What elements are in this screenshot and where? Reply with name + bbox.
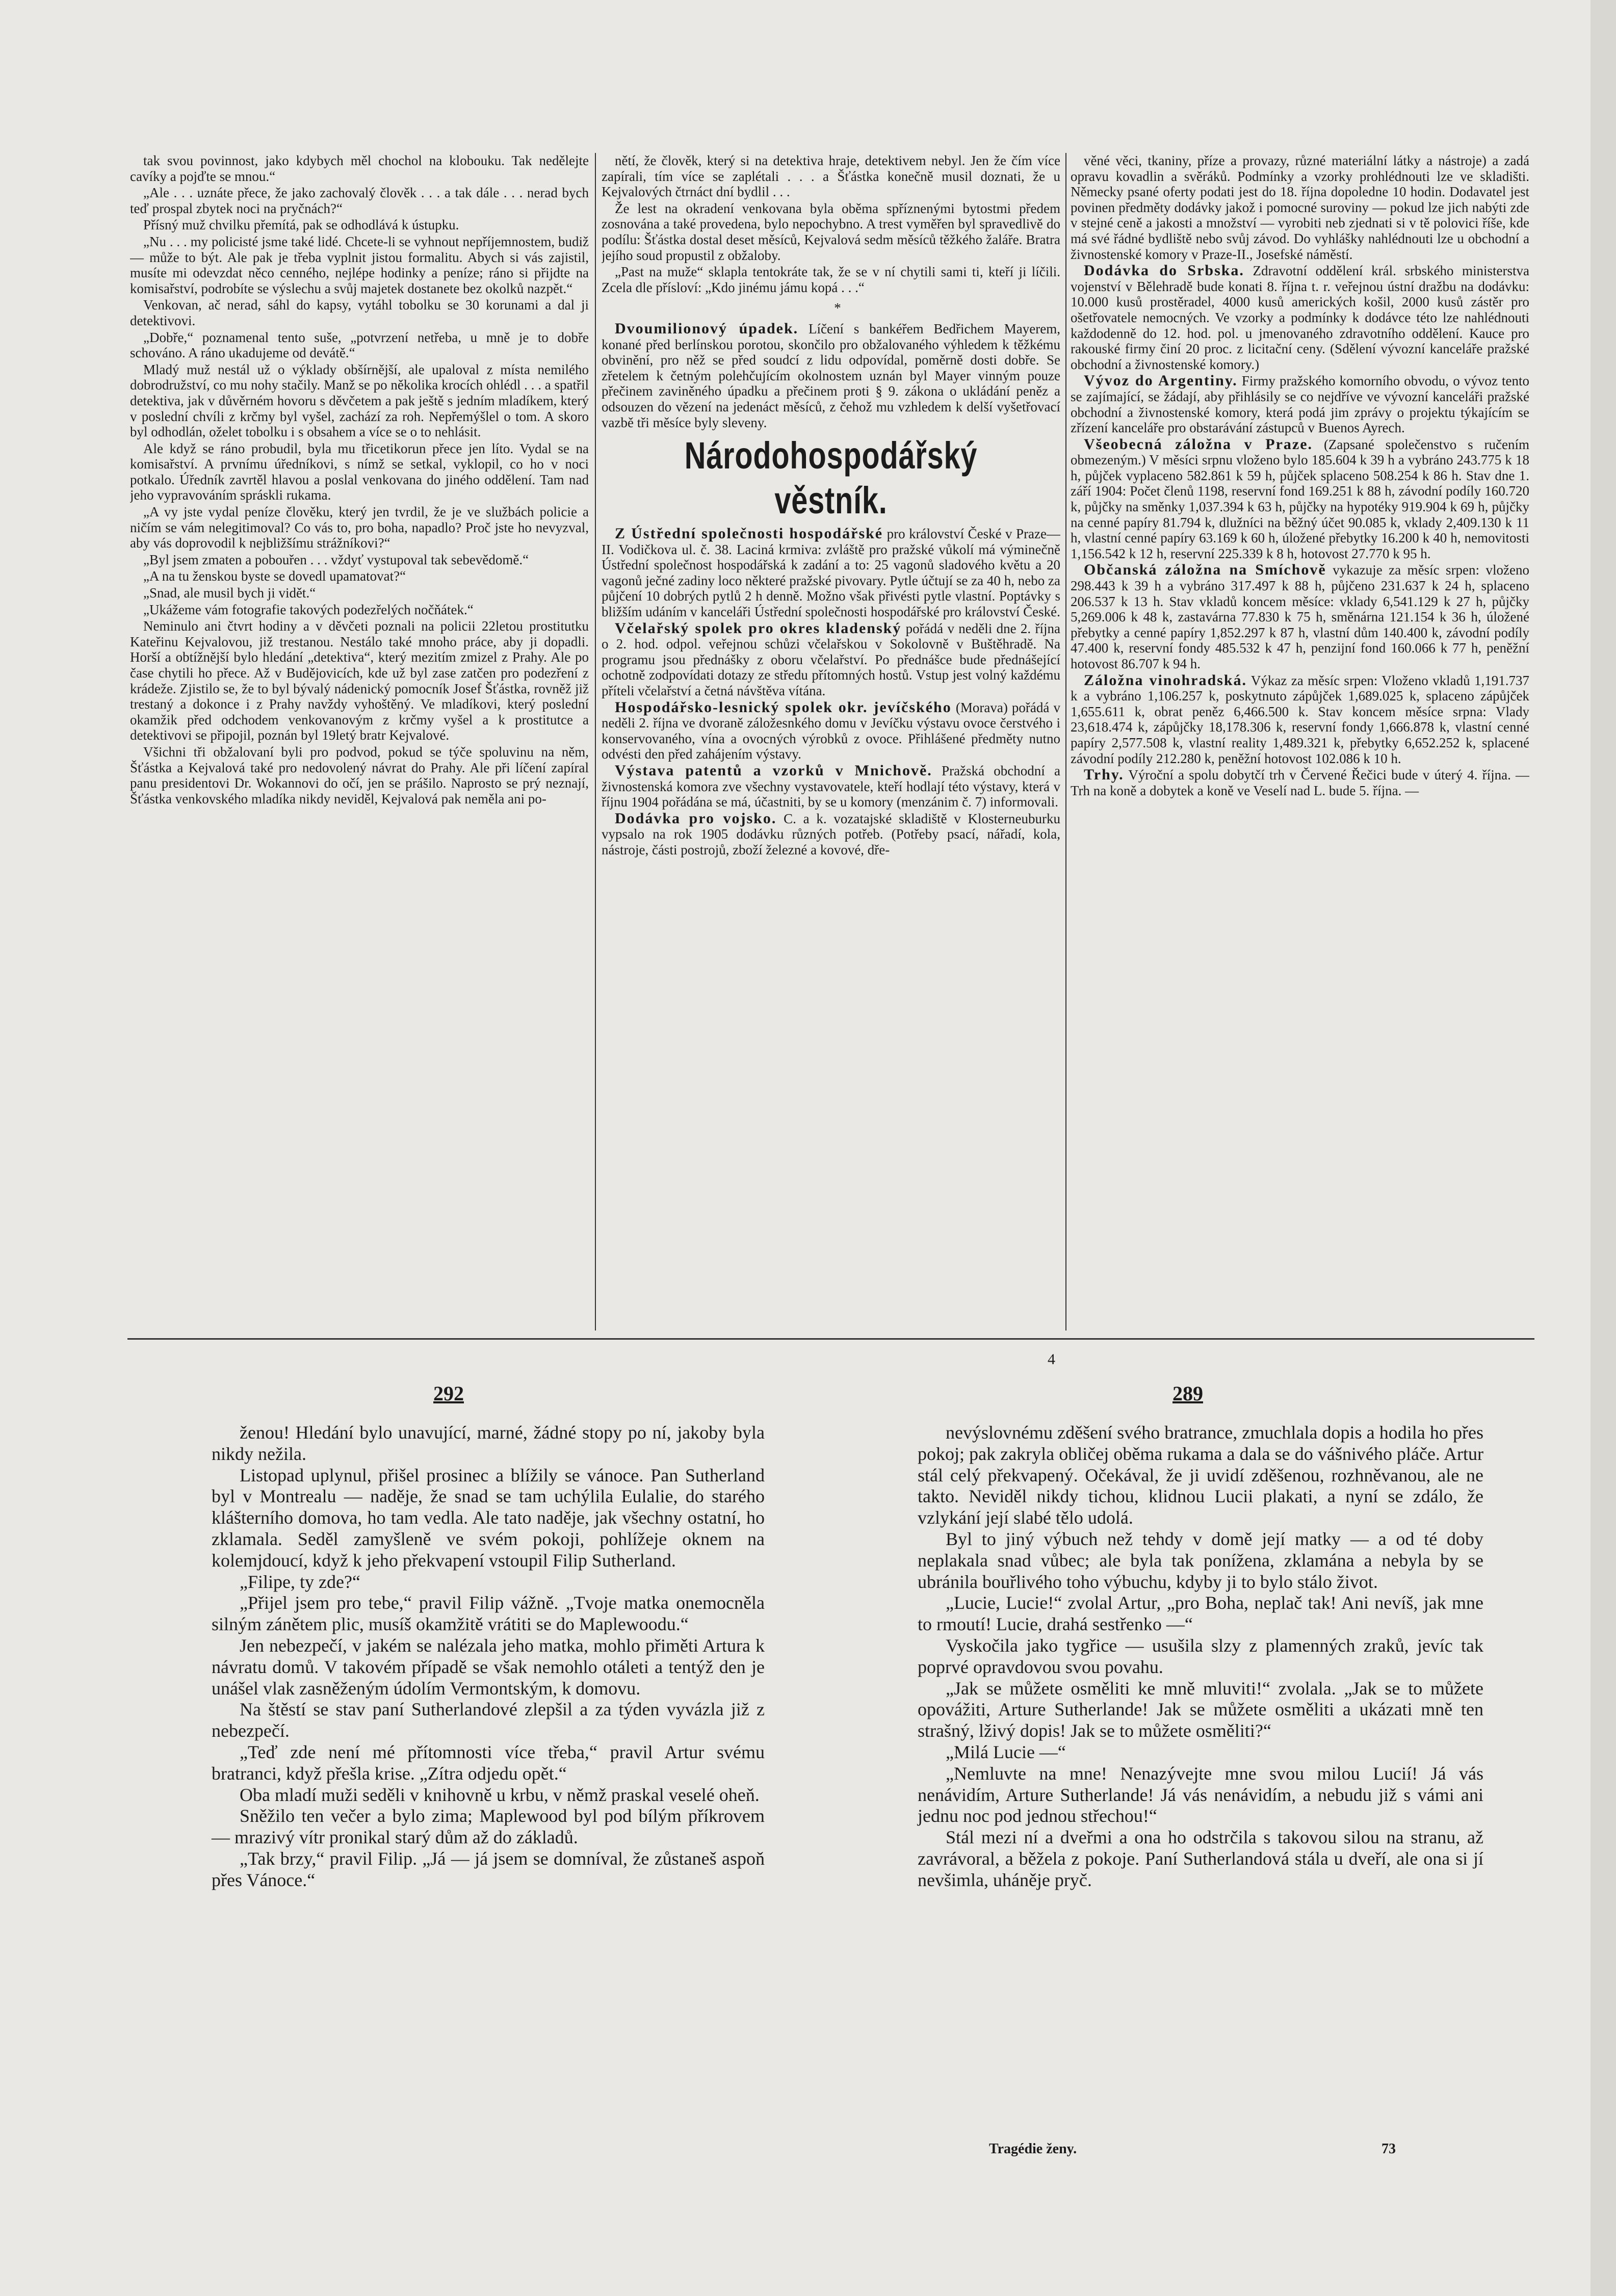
paragraph: „Ukážeme vám fotografie takových podezřelých nočňátek.“ xyxy=(143,602,474,617)
paragraph: Vyskočila jako tygřice — usušila slzy z plamenných zraků, jevíc tak poprvé opravdovou svou povahu. xyxy=(918,1635,1483,1677)
paragraph: Byl to jiný výbuch než tehdy v domě její matky — a od té doby neplakala snad vůbec; ale byla tak ponížena, zklamána a nebyla by se ubránila bouřlivého toho výbuchu, kdyby ji to bylo stálo život. xyxy=(918,1528,1483,1592)
news-item-heading: Občanská záložna na Smíchově xyxy=(1084,561,1326,579)
news-item-text: pořádá v neděli dne 2. října o 2. hod. odpol. veřejnou schůzi včelařskou v Sokolovně v Buštěhradě. Na programu jsou přednášky z oboru včelařství. Po přednášce bude přednášející ochotně zodpovídati dotazy ze středu přítomných hostů. Vstup jest volný každému příteli včelařství a četná návštěva vítána. xyxy=(602,620,1060,699)
book-left-page xyxy=(212,1422,765,1891)
news-item xyxy=(1071,437,1529,562)
news-item xyxy=(1071,562,1529,671)
paragraph: „Filipe, ty zde?“ xyxy=(240,1571,360,1592)
column-rule xyxy=(595,153,596,1330)
paragraph: ženou! Hledání bylo unavující, marné, žádné stopy po ní, jakoby byla nikdy nežila. xyxy=(212,1422,765,1464)
paragraph: „Past na muže“ sklapla tentokráte tak, že se v ní chytili sami ti, kteří ji líčili. Zcela dle přísloví: „Kdo jinému jámu kopá . . .“ xyxy=(602,264,1060,295)
paragraph: „Přijel jsem pro tebe,“ pravil Filip vážně. „Tvoje matka onemocněla silným zánětem plic, musíš okamžitě vrátiti se do Maplewoodu.“ xyxy=(212,1593,765,1635)
news-item-text: pro království České v Praze—II. Vodičkova ul. č. 38. Laciná krmiva: zvláště pro pražské vůkolí má výminečně Ústřední společnost hospodářská k zadání a to: 25 vagonů sladového květu a 20 vagonů ječné zadiny loco některé pražské pivovary. Pytle účtují se za 40 h, nebo za půjčení 10 dobrých pytlů 2 h denně. Možno však přivésti pytle vlastní. Poptávky s bližším udáním v kanceláři Ústřední společnosti hospodářské pro království České. xyxy=(602,526,1060,620)
paragraph: „A na tu ženskou byste se dovedl upamatovat?“ xyxy=(143,568,406,584)
paragraph: „Nu . . . my policisté jsme také lidé. Chcete-li se vyhnout nepříjemnostem, budiž — může to být. Ale pak je třeba vyplnit jistou formalitu. Abych si vás zajistil, musíte mi odevzdat něco cenného, nejlépe hodinky a peníze; ráno si přijdte na komisařství, podrobíte se výslechu a svůj majetek dostanete bez okolků nazpět.“ xyxy=(130,233,589,296)
paragraph: nevýslovnému zděšení svého bratrance, zmuchlala dopis a hodila ho přes pokoj; pak zakryla obličej oběma rukama a dala se do vášnivého pláče. Artur stál celý překvapený. Očekával, že ji uvidí zděšenou, rozhněvanou, ale ne takto. Neviděl nikdy tichou, klidnou Lucii plakati, a nyní se zdálo, že vzlykání její slabé tělo udolá. xyxy=(918,1422,1483,1528)
paragraph: Listopad uplynul, přišel prosinec a blížily se vánoce. Pan Sutherland byl v Montrealu — naděje, že snad se tam uchýlila Eulalie, do starého klášterního domova, ho tam vedla. Ale tato naděje, jak všechny ostatní, ho zklamala. Seděl zamyšleně ve svém pokoji, pohlížeje oknem na kolemjdoucí, když k jeho překvapení vstoupil Filip Sutherland. xyxy=(212,1465,765,1571)
left-page-number: 292 xyxy=(433,1382,464,1405)
paragraph: „Milá Lucie —“ xyxy=(946,1741,1066,1762)
news-item-text: vykazuje za měsíc srpen: vloženo 298.443 k 39 h a vybráno 317.497 k 88 h, půjčeno 231.637 k 24 h, splaceno 206.537 k 13 h. Stav vkladů koncem měsíce: vklady 6,541.129 k 27 h, půjčky 5,269.006 k 48 k, zastavárna 77.830 k 75 h, směnárna 121.154 k 36 h, úložené přebytky a cenné papíry 1,852.297 k 87 h, vlastní dům 140.400 k, závodní podíly 47.400 k, reservní fondy 485.532 k 47 h, penzijní fond 160.066 k 77 h, peněžní hotovost 86.707 k 94 h. xyxy=(1071,562,1529,671)
news-item-text: Výroční a spolu dobytčí trh v Červené Řečici bude v úterý 4. října. — Trh na koně a dobytek a koně ve Veselí nad L. bude 5. října. — xyxy=(1071,767,1529,798)
newspaper-column-3 xyxy=(1071,153,1529,1336)
news-item-text: (Zapsané společenstvo s ručením obmezeným.) V měsíci srpnu vloženo bylo 185.604 k 39 h a vybráno 243.775 k 18 h, půjček vyplaceno 582.861 k 59 h, půjček splaceno 508.254 k 86 h. Stav dne 1. září 1904: Počet členů 1198, reservní fond 169.251 k 88 h, závodní podíly 160.720 k, půjčky na směnky 1,037.394 k 63 h, půjčky na hypotéky 919.904 k 69 h, půjčky na cenné papíry 81.794 k, dlužníci na běžný účet 90.085 k, vklady 2,409.130 k 11 h, vlastní cenné papíry 63.169 k 60 h, úložené přebytky 16.200 k 40 h, nemovitosti 1,156.542 k 12 h, reservní 225.339 k 8 h, hotovost 27.770 k 95 h. xyxy=(1071,436,1529,561)
paragraph: „Tak brzy,“ pravil Filip. „Já — já jsem se domníval, že zůstaneš aspoň přes Vánoce.“ xyxy=(212,1848,765,1890)
paragraph: tak svou povinnost, jako kdybych měl chochol na klobouku. Tak nedělejte cavíky a pojďte se mnou.“ xyxy=(130,153,589,184)
paragraph: „Teď zde není mé přítomnosti více třeba,“ pravil Artur svému bratranci, když přešla krise. „Zítra odjedu opět.“ xyxy=(212,1741,765,1784)
paragraph: „Ale . . . uznáte přece, že jako zachovalý člověk . . . a tak dále . . . nerad bych teď prospal zbytek noci na pryčnách?“ xyxy=(130,185,589,216)
paragraph: Ale když se ráno probudil, byla mu třicetikorun přece jen líto. Vydal se na komisařství. A prvnímu úředníkovi, s nímž se setkal, vyklopil, co ho v noci potkalo. Úředník zavrtěl hlavou a poslal venkovana do jiného oddělení. Tam nad jeho vypravováním spráskli rukama. xyxy=(130,440,589,503)
paragraph: Že lest na okradení venkovana byla oběma spříznenými bytostmi předem zosnována a také provedena, bylo nepochybno. A trest vyměřen byl spravedlivě do podílu: Šťástka dostal deset měsíců, Kejvalová sedm měsíců těžkého žaláře. Bratra jejího soud propustil z obžaloby. xyxy=(602,200,1060,263)
paragraph: Jen nebezpečí, v jakém se nalézala jeho matka, mohlo přiměti Artura k návratu domů. V takovém případě se však nemohlo otáleti a tentýž den je unášel vlak zasněženým údolím Vermontským, k domovu. xyxy=(212,1635,765,1699)
page-edge-shadow xyxy=(1591,0,1616,2296)
news-item-heading: Dodávka do Srbska. xyxy=(1084,262,1244,279)
news-item-text: Zdravotní oddělení král. srbského ministerstva vojenství v Bělehradě bude konati 8. října t. r. veřejnou ústní dražbu na dodávku: 10.000 kusů prostěradel, 4000 kusů amerických košil, 2000 kusů zástěr pro ošetřovatele nemocných. Ve vzorky a podmínky k dodávce této lze nahlédnouti každodenně do 12. hod. pol. u jmenovaného zdravotního oddělení. Kauce pro rakouské firmy činí 20 proc. z licitační ceny. (Sdělení vývozní kanceláře pražské obchodní a živnostenské komory.) xyxy=(1071,263,1529,372)
paragraph: nětí, že člověk, který si na detektiva hraje, detektivem nebyl. Jen že čím více zapírali, tím více se zaplétali . . . a Šťástka konečně musil doznati, že u Kejvalových čtrnáct dní bydlil . . . xyxy=(602,153,1060,200)
paragraph: Venkovan, ač nerad, sáhl do kapsy, vytáhl tobolku se 30 korunami a dal ji detektivovi. xyxy=(130,297,589,328)
news-item-heading: Hospodářsko-lesnický spolek okr. jevíčského xyxy=(615,698,952,716)
paragraph: Na štěstí se stav paní Sutherlandové zlepšil a za týden vyvázla již z nebezpečí. xyxy=(212,1699,765,1741)
paragraph: „Dobře,“ poznamenal tento suše, „potvrzení netřeba, u mně je to dobře schováno. A ráno ukadujeme od devátě.“ xyxy=(130,329,589,361)
paragraph: Neminulo ani čtvrt hodiny a v děvčeti poznali na policii 22letou prostitutku Kateřinu Kejvalovou, již trestanou. Nestálo také mnoho práce, aby ji dopadli. Horší a obtížnější bylo hledání „detektiva“, který mezitím zmizel z Prahy. Ale po čase chytili ho přece. Až v Budějovicích, kde už byl zase zatčen pro podezření z krádeže. Zjistilo se, že to byl bývalý nádenický pomocník Josef Šťástka, rovněž již trestaný a dokonce i z Prahy navždy vyhoštěný. Ve mladíkovi, který poslední okamžik před odchodem venkovanovým z krčmy vyšel a k prostitutce a detektivovi se připojil, poznán byl 19letý bratr Kejvalové. xyxy=(130,618,589,743)
paragraph: Všichni tři obžalovaní byli pro podvod, pokud se týče spoluvinu na něm, Šťástka a Kejvalová také pro nedovolený návrat do Prahy. Ale při líčení zapíral panu presidentovi Dr. Wokannovi do očí, jen se prášilo. Naprosto se prý neznají, Šťástka venkovského mladíka nikdy neviděl, Kejvalová pak neměla ani po- xyxy=(130,744,589,806)
asterisk-divider: * xyxy=(834,300,841,316)
news-item xyxy=(1071,153,1529,262)
column-rule xyxy=(1065,153,1066,1330)
news-item xyxy=(1071,673,1529,767)
news-item-heading: Trhy. xyxy=(1084,766,1124,784)
paragraph: „Nemluvte na mne! Nenazývejte mne svou milou Lucií! Já vás nenávidím, Arture Sutherlande! Já vás nenávidím, a nebudu již s vámi ani jednu noc pod jednou střechou!“ xyxy=(918,1763,1483,1827)
newspaper-bottom-rule xyxy=(127,1338,1534,1340)
paragraph: „Snad, ale musil bych ji vidět.“ xyxy=(143,585,316,601)
news-item-text: věné věci, tkaniny, příze a provazy, různé materiální látky a nástroje) a zadá opravu kovadlin a svěráků. Podmínky a vzorky prohlédnouti lze ve skladišti. Německy psané oferty podati jest do 18. října dopoledne 10 hodin. Dodavatel jest povinen předměty dodávky jakož i pomocné suroviny — pokud lze jich nabýti zde v stejné ceně a jakosti a množství — vyrobiti neb zjednati si v tě polovici říše, kde má své řádné bydliště nebo svůj závod. Do vyhlášky nahlédnouti lze u obchodní a živnostenské komory v Praze-II., Josefské náměstí. xyxy=(1071,153,1529,262)
paragraph: „Lucie, Lucie!“ zvolal Artur, „pro Boha, neplač tak! Ani nevíš, jak mne to rmoutí! Lucie, drahá sestřenko —“ xyxy=(918,1593,1483,1635)
news-item-text: Výkaz za měsíc srpen: Vloženo vkladů 1,191.737 k a vybráno 1,106.257 k, poskytnuto zápůjček 1,689.025 k, splaceno zápůjček 1,655.611 k, obrat peněz 6,466.500 k. Stav koncem měsíce srpna: Vlady 23,618.474 k, zápůjčky 18,178.306 k, reservní fondy 1,666.878 k, vlastní cenné papíry 2,577.508 k, vlastní reality 1,489.321 k, přebytky 6,652.252 k, splacené závodní podíly 212.280 k, peněžní hotovost 102.086 k 10 h. xyxy=(1071,672,1529,766)
news-item-heading: Výstava patentů a vzorků v Mnichově. xyxy=(615,762,932,779)
news-item-heading: Záložna vinohradská. xyxy=(1084,671,1247,689)
news-item xyxy=(1071,767,1529,798)
news-item xyxy=(1071,263,1529,372)
news-item-heading: Dodávka pro vojsko. xyxy=(615,810,777,827)
vestnik-title: Národohospodářský věstník. xyxy=(684,434,978,522)
news-item xyxy=(602,763,1060,810)
news-item xyxy=(1071,373,1529,435)
news-item-heading: Všeobecná záložna v Praze. xyxy=(1084,435,1313,453)
paragraph: Mladý muž nestál už o výklady obšírnější, ale upaloval z místa nemilého dobrodružství, co mu nohy stačily. Manž se po několika krocích ohlédl . . . a spatřil detektiva, jak v důvěrném hovoru s děvčetem a pak ještě s jedním mladíkem, který v poslední chvíli z krčmy byl vyšel, zachází za roh. Nepřemýšlel o tom. A skoro byl odhodlán, oželet tobolku i s obsahem a více se o to nehlásit. xyxy=(130,361,589,440)
footer-page-number: 73 xyxy=(1382,2141,1396,2157)
news-item-text: Firmy pražského komorního obvodu, o vývoz tento se zajímající, se žádají, aby přihlásily se co nejdříve ve vývozní kanceláři pražské obchodní a živnostenské komory, která podá jim zprávy o projektu týkajícím se zřízení kanceláře pro obstarávání zástupců v Buenos Ayrech. xyxy=(1071,373,1529,436)
news-item-text: C. a k. vozatajské skladiště v Klosterneuburku vypsalo na rok 1905 dodávku různých potřeb. (Potřeby psací, nářadí, kola, nástroje, části postrojů, zboží železné a kovové, dře- xyxy=(602,811,1060,857)
news-item-text: (Morava) pořádá v neděli 2. října ve dvoraně záložesnkého domu v Jevíčku výstavu ovoce čerstvého i konservovaného, vína a ovocných výrobků z ovoce. Přihlášené předměty nutno odvésti den před zahájením výstavy. xyxy=(602,699,1060,762)
paragraph: „Byl jsem zmaten a pobouřen . . . vždyť vystupoval tak sebevědomě.“ xyxy=(143,552,529,567)
news-item-heading: Vývoz do Argentiny. xyxy=(1084,372,1238,389)
paragraph: „A vy jste vydal peníze člověku, který jen tvrdil, že je ve službách policie a ničím se vám nelegitimoval? Co vás to, pro boha, napadlo? Proč jste ho nevyzval, aby vás doprovodil k nejbližšímu strážníkovi?“ xyxy=(130,504,589,551)
news-item xyxy=(602,621,1060,699)
newspaper-column-2 xyxy=(602,153,1060,1336)
signature-mark: 4 xyxy=(1048,1351,1055,1368)
paragraph: „Jak se můžete osměliti ke mně mluviti!“ zvolala. „Jak se to můžete opovážiti, Arture Sutherlande! Jak se můžete osměliti a ukázati mně ten strašný, lživý dopis! Jak se to můžete osměliti?“ xyxy=(918,1678,1483,1741)
paragraph: Sněžilo ten večer a bylo zima; Maplewood byl pod bílým příkrovem — mrazivý vítr pronikal starý dům až do základů. xyxy=(212,1806,765,1848)
paragraph: Stál mezi ní a dveřmi a ona ho odstrčila s takovou silou na stranu, až zavrávoral, a běžela z pokoje. Paní Sutherlandová stála u dveří, ale ona si jí nevšimla, uháněje pryč. xyxy=(918,1827,1483,1890)
news-item-heading: Z Ústřední společnosti hospodářské xyxy=(615,525,883,542)
article-dvoumilionovy: Dvoumilionový úpadek. Líčení s bankéřem Bedřichem Mayerem, konané před berlínskou porotou, skončilo pro obžalovaného výhledem k těžkému obvinění, pro něž se před soudcí z lidu odpovídal, poměrně dosti dobře. Se zřetelem k četným polehčujícím okolnostem uznán byl Mayer vinným pouze přečinem zaviněného úpadku a přečinem proti § 9. zákona o ukládání peněz a odsouzen do vězení na jedenáct měsíců, z čehož mu vzhledem k delší vyšetřovací vazbě tři měsíce byly sleveny. xyxy=(602,320,1060,430)
paragraph: Oba mladí muži seděli v knihovně u krbu, v němž praskal veselé oheň. xyxy=(240,1784,760,1805)
paragraph: Přísný muž chvilku přemítá, pak se odhodlává k ústupku. xyxy=(143,217,459,233)
news-item xyxy=(602,526,1060,620)
footer-title: Tragédie ženy. xyxy=(989,2141,1077,2157)
newspaper-column-1 xyxy=(130,153,589,1336)
news-item-text: Pražská obchodní a živnostenská komora zve všechny vystavovatele, kteří hodlají této výstavy, která v říjnu 1904 pořádána se má, účastniti, by se u komory (menzánim č. 7) informovali. xyxy=(602,763,1060,810)
news-item xyxy=(602,700,1060,762)
news-item-heading: Včelařský spolek pro okres kladenský xyxy=(615,619,902,637)
news-item xyxy=(602,811,1060,858)
right-page-number: 289 xyxy=(1172,1382,1203,1405)
book-right-page xyxy=(918,1422,1483,1891)
